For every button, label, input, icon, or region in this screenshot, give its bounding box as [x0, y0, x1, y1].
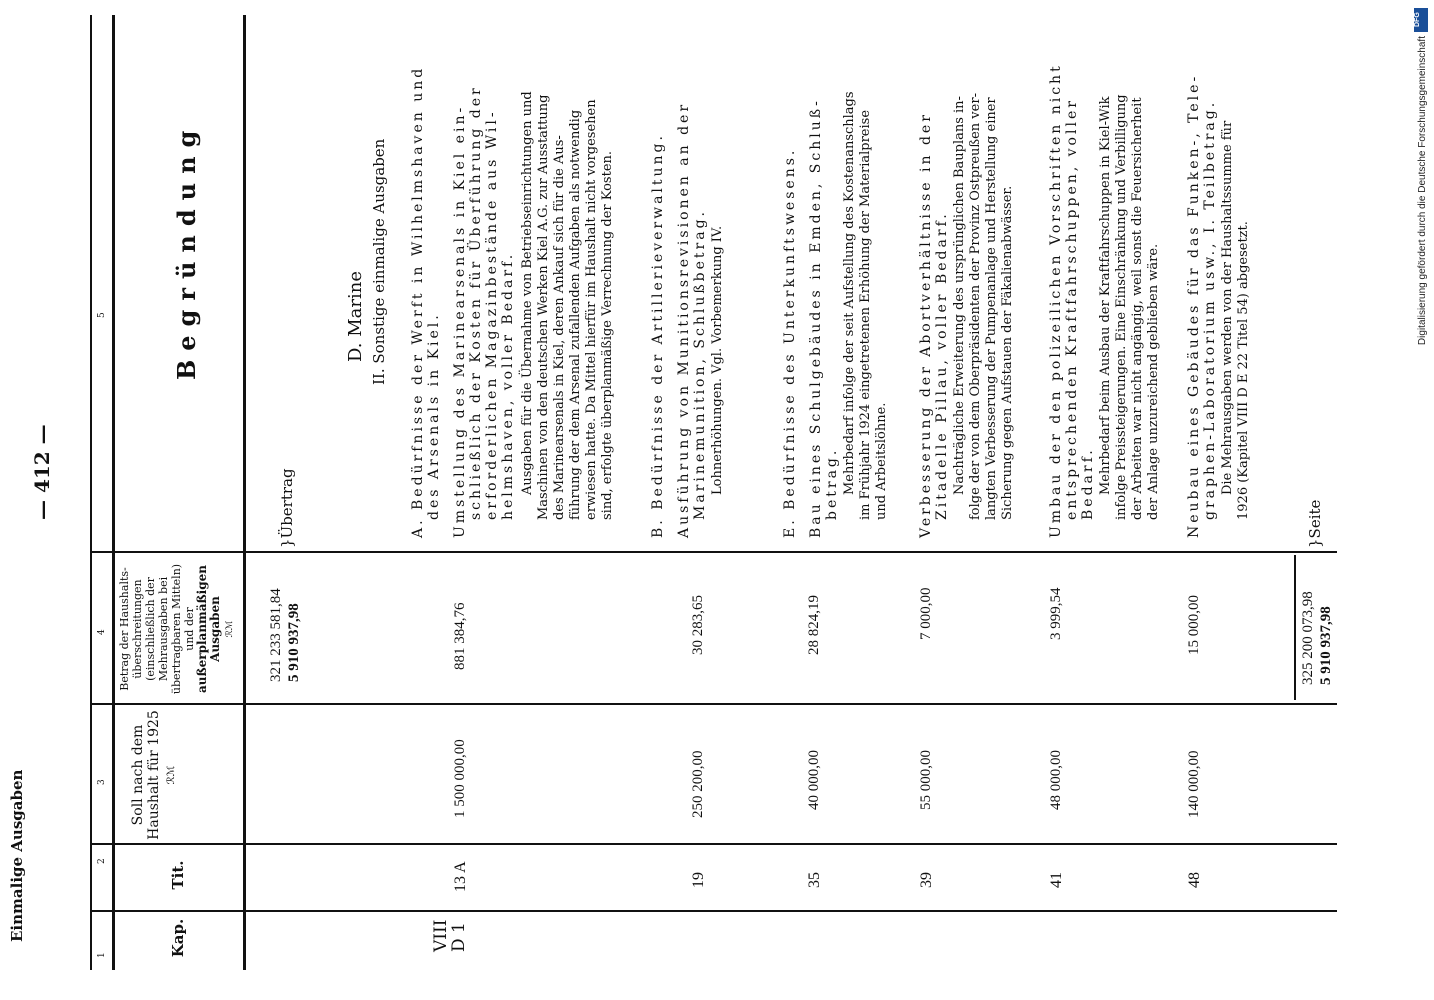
- row-5-soll: 48 000,00: [1048, 750, 1064, 810]
- carryover-value-2: 5 910 937,98: [286, 603, 302, 682]
- header-soll: [130, 710, 180, 840]
- column-divider-1: [92, 910, 1337, 912]
- column-number-rule: [112, 15, 115, 970]
- row-5-tit: 41: [1048, 872, 1065, 888]
- row-6-text-2: Die Mehrausgaben werden von der Haushaltssumme für: [1220, 120, 1235, 495]
- row-1-text-1: des Arsenals in Kiel.: [426, 312, 442, 520]
- kap-value-2: D 1: [449, 922, 469, 952]
- row-4-text-1: Zitadelle Pillau, voller Bedarf.: [934, 211, 950, 520]
- total-label: }Seite: [1306, 499, 1324, 548]
- column-divider-2: [92, 843, 1337, 845]
- header-rule: [243, 15, 246, 970]
- column-divider-4: [92, 551, 1337, 553]
- subsection-title: II. Sonstige einmalige Ausgaben: [370, 138, 388, 385]
- row-3-betrag: 28 824,19: [806, 595, 822, 655]
- row-4-text-3: folge der von dem Oberpräsidenten der Provinz Ostpreußen ver-: [968, 93, 983, 520]
- row-1-text-6: Ausgaben für die Übernahme von Betriebseinrichtungen und: [520, 91, 535, 495]
- row-4-text-2: Nachträgliche Erweiterung des ursprünglichen Bauplans in-: [952, 96, 967, 495]
- digitization-note: Digitalisierung gefördert durch die Deutsche Forschungsgemeinschaft: [1417, 36, 1428, 346]
- row-6-betrag: 15 000,00: [1186, 595, 1202, 655]
- column-number-5: 5: [97, 312, 107, 318]
- row-5-text-3: Mehrbedarf beim Ausbau der Kraftfahrschuppen in Kiel-Wik: [1098, 96, 1113, 495]
- header-kap: Kap.: [169, 918, 187, 958]
- row-4-betrag: 7 000,00: [918, 587, 934, 640]
- header-betrag-text: Betrag der Haushalts-überschreitungen (einschließlich der Mehrausgaben bei übertragbaren Mitteln) und der: [118, 563, 196, 695]
- row-1-text-10: erwiesen hatte. Da Mittel hierfür im Haushalt nicht vorgesehen: [584, 99, 599, 520]
- total-value-2: 5 910 937,98: [1318, 606, 1334, 685]
- running-head: Einmalige Ausgaben: [8, 769, 26, 942]
- row-6-tit: 48: [1186, 872, 1203, 888]
- row-5-text-2: Bedarf.: [1080, 447, 1096, 520]
- row-2-text-2: Marinemunition, Schlußbetrag.: [692, 208, 708, 520]
- row-3-text-2: betrag.: [824, 447, 840, 520]
- row-1-text-3: schließlich der Kosten für Überführung der: [468, 85, 484, 520]
- row-4-text-4: langten Verbesserung der Pumpenanlage und Herstellung einer: [984, 97, 999, 520]
- row-1-text-4: erforderlichen Magazinbestände aus Wil-: [484, 109, 500, 520]
- row-3-soll: 40 000,00: [806, 750, 822, 810]
- total-label-text: Seite: [1306, 499, 1324, 539]
- total-value-1: 325 200 073,98: [1300, 591, 1316, 685]
- column-divider-3: [92, 703, 1337, 705]
- row-2-text-1: Ausführung von Munitionsrevisionen an der: [676, 101, 692, 538]
- section-title: D. Marine: [345, 270, 366, 362]
- header-tit: Tit.: [169, 860, 187, 890]
- row-3-text-0: E. Bedürfnisse des Unterkunftswesens.: [782, 147, 798, 538]
- row-6-text-3: 1926 (Kapitel VIII D E 22 Titel 54) abgesetzt.: [1236, 221, 1251, 520]
- row-1-text-11: sind, erfolgte überplanmäßige Verrechnung der Kosten.: [600, 150, 615, 520]
- row-4-text-5: Sicherung gegen Aufstauen der Fäkalienabwässer.: [1000, 185, 1015, 520]
- carryover-label: }Übertrag: [278, 468, 296, 548]
- top-rule: [90, 15, 92, 970]
- row-1-text-0: A. Bedürfnisse der Werft in Wilhelmshaven und: [410, 65, 426, 538]
- row-3-text-3: Mehrbedarf infolge der seit Aufstellung des Kostenanschlags: [842, 91, 857, 495]
- row-1-text-8: des Marinearsenals in Kiel, deren Ankauf sich für die Aus-: [552, 135, 567, 520]
- row-2-text-3: Lohnerhöhungen. Vgl. Vorbemerkung IV.: [710, 225, 725, 495]
- row-5-betrag: 3 999,54: [1048, 587, 1064, 640]
- row-5-text-1: entsprechenden Kraftfahrschuppen, voller: [1064, 98, 1080, 520]
- carryover-value-1: 321 233 581,84: [268, 588, 284, 682]
- column-number-2: 2: [97, 858, 107, 864]
- row-2-soll: 250 200,00: [690, 750, 706, 818]
- row-1-text-2: Umstellung des Marinearsenals in Kiel ein-: [452, 104, 468, 538]
- header-begruendung: Begründung: [172, 121, 201, 380]
- dfg-logo: DFG: [1414, 8, 1428, 32]
- row-6-text-1: graphen-Laboratorium usw., I. Teilbetrag.: [1202, 99, 1218, 520]
- row-1-text-7: Maschinen von den deutschen Werken Kiel A.G. zur Ausstattung: [536, 94, 551, 520]
- column-number-1: 1: [97, 952, 107, 958]
- row-5-text-5: der Arbeiten war nicht angängig, weil sonst die Feuersicherheit: [1130, 97, 1145, 520]
- header-betrag-bold: außerplanmäßigen Ausgaben: [195, 565, 222, 693]
- row-5-text-0: Umbau der den polizeilichen Vorschriften nicht: [1048, 63, 1064, 538]
- row-3-tit: 35: [806, 872, 823, 888]
- row-1-tit: 13 A: [452, 861, 469, 892]
- row-4-text-0: Verbesserung der Abortverhältnisse in der: [918, 112, 934, 538]
- row-4-soll: 55 000,00: [918, 750, 934, 810]
- row-1-text-5: helmshaven, voller Bedarf.: [500, 251, 516, 520]
- header-betrag-unit: ℛℳ: [225, 620, 235, 638]
- column-number-4: 4: [97, 629, 107, 635]
- header-soll-text: Soll nach dem Haushalt für 1925: [130, 710, 162, 840]
- row-2-text-0: B. Bedürfnisse der Artillerieverwaltung.: [650, 133, 666, 538]
- row-2-betrag: 30 283,65: [690, 595, 706, 655]
- row-3-text-5: und Arbeitslöhne.: [874, 402, 889, 520]
- column-number-3: 3: [97, 779, 107, 785]
- row-2-tit: 19: [690, 872, 707, 888]
- carryover-label-text: Übertrag: [278, 468, 296, 539]
- row-5-text-6: der Anlage unzureichend geblieben wäre.: [1146, 243, 1161, 520]
- row-6-text-0: Neubau eines Gebäudes für das Funken-, Tele-: [1186, 73, 1202, 538]
- row-5-text-4: infolge Preissteigerungen. Eine Einschränkung und Verbilligung: [1114, 94, 1129, 520]
- row-4-tit: 39: [918, 872, 935, 888]
- row-6-soll: 140 000,00: [1186, 750, 1202, 818]
- row-3-text-1: Bau eines Schulgebäudes in Emden, Schluß-: [808, 98, 824, 538]
- total-rule: [1294, 555, 1296, 700]
- kap-value-1: VIII: [431, 919, 451, 952]
- row-1-soll: 1 500 000,00: [452, 739, 468, 818]
- header-soll-unit: ℛℳ: [166, 765, 177, 785]
- digitization-margin: [1404, 0, 1434, 1000]
- kap-value: [432, 920, 468, 952]
- row-3-text-4: im Frühjahr 1924 eingetretenen Erhöhung der Materialpreise: [858, 109, 873, 520]
- row-1-text-9: führung der dem Arsenal zufallenden Aufgaben als notwendig: [568, 109, 583, 520]
- header-betrag: [118, 558, 237, 700]
- page-number: — 412 —: [30, 424, 54, 520]
- row-1-betrag: 881 384,76: [452, 602, 468, 670]
